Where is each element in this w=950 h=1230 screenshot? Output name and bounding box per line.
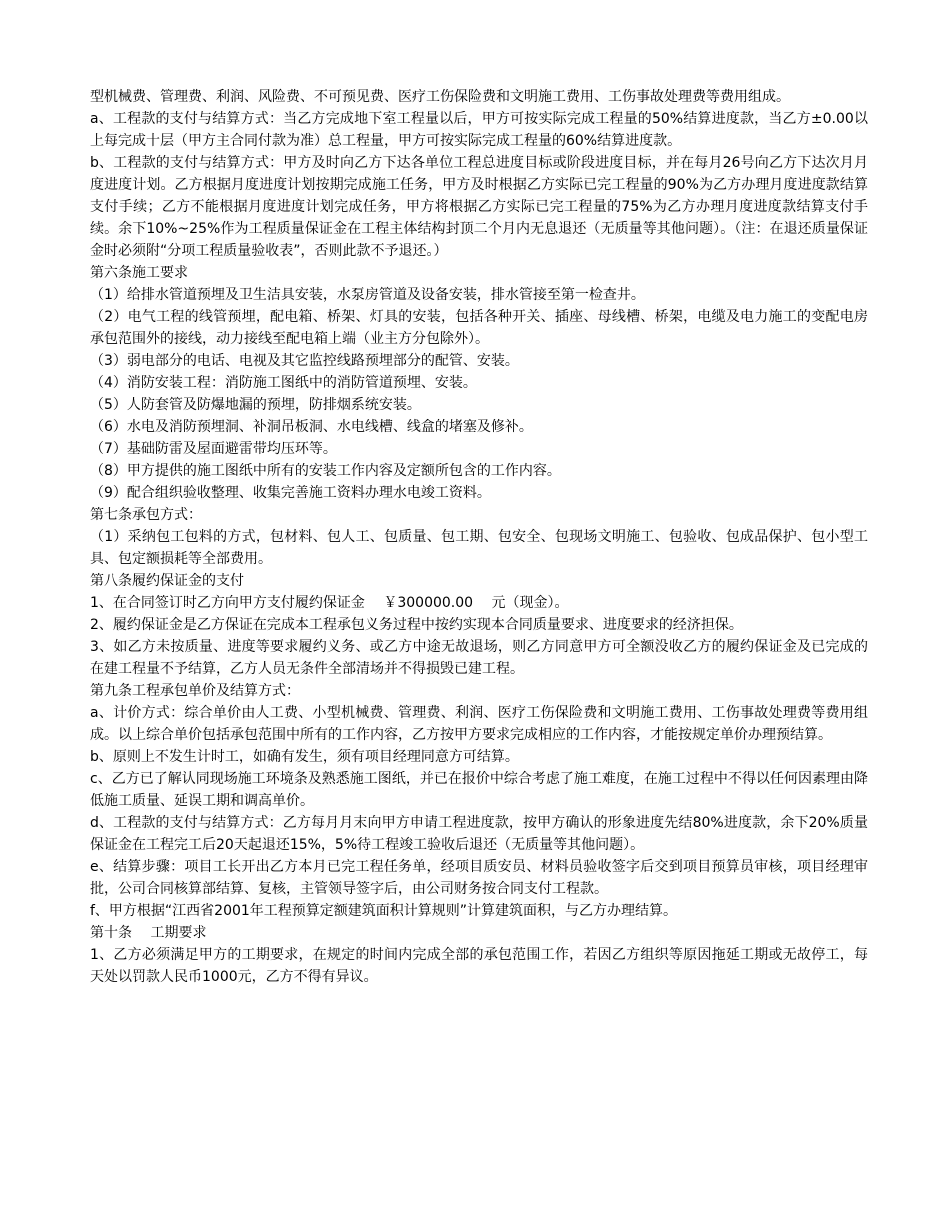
list-item-6-6: （6）水电及消防预埋洞、补洞吊板洞、水电线槽、线盒的堵塞及修补。 [90,419,533,435]
list-item-8-1: 1、在合同签订时乙方向甲方支付履约保证金 ￥300000.00 元（现金）。 [90,595,569,611]
list-item-9-a: a、计价方式：综合单价由人工费、小型机械费、管理费、利润、医疗工伤保险费和文明施工费用、工伤事故处理费等费用组成。以上综合单价包括承包范围中所有的工作内容，乙方按甲方要求完成相应的工作内容，才能按规定单价办理预结算。 [90,705,868,743]
list-item-6-7: （7）基础防雷及屋面避雷带均压环等。 [90,441,337,457]
heading-article-6: 第六条施工要求 [90,265,188,281]
list-item-6-3: （3）弱电部分的电话、电视及其它监控线路预埋部分的配管、安装。 [90,353,519,369]
heading-article-7: 第七条承包方式： [90,507,202,523]
list-item-9-f: f、甲方根据“江西省2001年工程预算定额建筑面积计算规则”计算建筑面积，与乙方办理结算。 [90,903,678,919]
list-item-9-e: e、结算步骤：项目工长开出乙方本月已完工程任务单，经项目质安员、材料员验收签字后交到项目预算员审核，项目经理审批，公司合同核算部结算、复核，主管领导签字后，由公司财务按合同支付工程款。 [90,859,868,897]
document-body [90,86,868,988]
list-item-9-d: d、工程款的支付与结算方式：乙方每月月末向甲方申请工程进度款，按甲方确认的形象进度先结80%进度款，余下20%质量保证金在工程完工后20天起退还15%，5%待工程竣工验收后退还（无质量等其他问题）。 [90,815,868,853]
list-item-10-1: 1、乙方必须满足甲方的工期要求，在规定的时间内完成全部的承包范围工作，若因乙方组织等原因拖延工期或无故停工，每天处以罚款人民币1000元，乙方不得有异议。 [90,947,868,985]
heading-article-9: 第九条工程承包单价及结算方式： [90,683,300,699]
list-item-6-2: （2）电气工程的线管预埋，配电箱、桥架、灯具的安装，包括各种开关、插座、母线槽、桥架，电缆及电力施工的变配电房承包范围外的接线，动力接线至配电箱上端（业主方分包除外）。 [90,309,868,347]
list-item-6-9: （9）配合组织验收整理、收集完善施工资料办理水电竣工资料。 [90,485,491,501]
list-item-7-1: （1）采纳包工包料的方式，包材料、包人工、包质量、包工期、包安全、包现场文明施工、包验收、包成品保护、包小型工具、包定额损耗等全部费用。 [90,529,868,567]
heading-article-10: 第十条 工期要求 [90,925,207,941]
list-item-9-b: b、原则上不发生计时工，如确有发生，须有项目经理同意方可结算。 [90,749,519,765]
paragraph-payment-a: a、工程款的支付与结算方式：当乙方完成地下室工程量以后，甲方可按实际完成工程量的50%结算进度款，当乙方±0.00以上每完成十层（甲方主合同付款为准）总工程量，甲方可按实际完成工程量的60%结算进度款。 [90,111,868,149]
list-item-8-3: 3、如乙方未按质量、进度等要求履约义务、或乙方中途无故退场，则乙方同意甲方可全额没收乙方的履约保证金及已完成的在建工程量不予结算，乙方人员无条件全部清场并不得损毁已建工程。 [90,639,868,677]
heading-article-8: 第八条履约保证金的支付 [90,573,244,589]
paragraph-payment-b: b、工程款的支付与结算方式：甲方及时向乙方下达各单位工程总进度目标或阶段进度目标，并在每月26号向乙方下达次月月度进度计划。乙方根据月度进度计划按期完成施工任务，甲方及时根据乙方实际已完工程量的90%为乙方办理月度进度款结算支付手续；乙方不能根据月度进度计划完成任务，甲方将根据乙方实际已完工程量的75%为乙方办理月度进度款结算支付手续。余下10%~25%作为工程质量保证金在工程主体结构封顶二个月内无息退还（无质量等其他问题）。（注：在退还质量保证金时必须附“分项工程质量验收表”，否则此款不予退还。） [90,155,868,259]
list-item-8-2: 2、履约保证金是乙方保证在完成本工程承包义务过程中按约实现本合同质量要求、进度要求的经济担保。 [90,617,743,633]
list-item-6-8: （8）甲方提供的施工图纸中所有的安装工作内容及定额所包含的工作内容。 [90,463,561,479]
paragraph-cost-composition: 型机械费、管理费、利润、风险费、不可预见费、医疗工伤保险费和文明施工费用、工伤事故处理费等费用组成。 [90,89,790,105]
list-item-6-5: （5）人防套管及防爆地漏的预埋，防排烟系统安装。 [90,397,421,413]
list-item-9-c: c、乙方已了解认同现场施工环境条及熟悉施工图纸，并已在报价中综合考虑了施工难度，在施工过程中不得以任何因素理由降低施工质量、延误工期和调高单价。 [90,771,868,809]
list-item-6-4: （4）消防安装工程：消防施工图纸中的消防管道预埋、安装。 [90,375,477,391]
list-item-6-1: （1）给排水管道预埋及卫生洁具安装，水泵房管道及设备安装，排水管接至第一检查井。 [90,287,645,303]
